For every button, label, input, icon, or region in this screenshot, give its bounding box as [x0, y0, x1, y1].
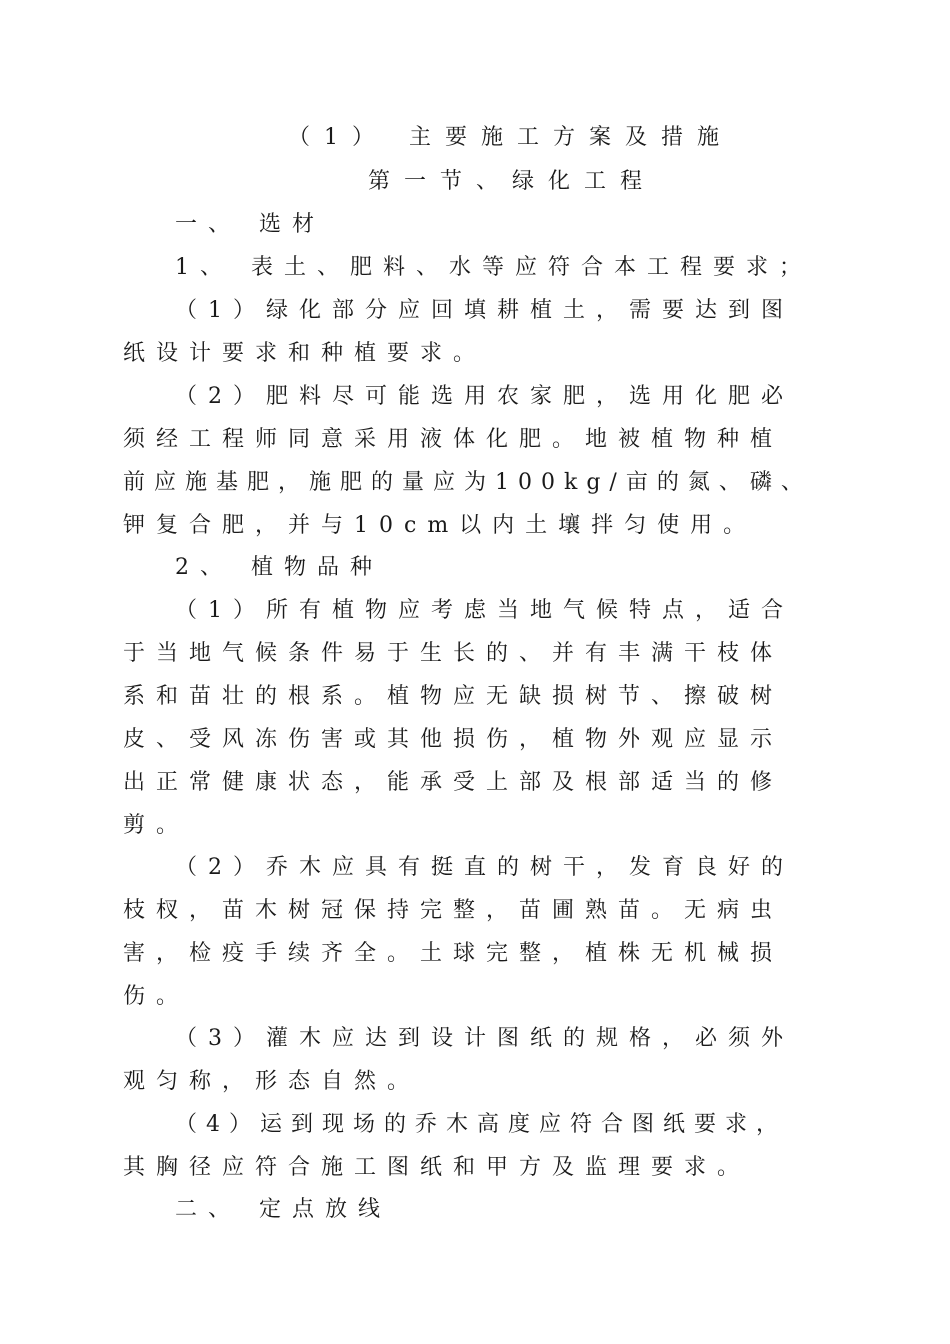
section-title: 第一节、绿化工程: [368, 169, 657, 194]
paragraph-line: （1）所有植物应考虑当地气候特点，适合: [175, 598, 794, 623]
subheading-1: 1、 表土、肥料、水等应符合本工程要求；: [175, 255, 812, 280]
paragraph-line: （3）灌木应达到设计图纸的规格，必须外: [175, 1026, 794, 1051]
paragraph-line: 皮、受风冻伤害或其他损伤，植物外观应显示: [123, 727, 784, 752]
paragraph-line: （2）肥料尽可能选用农家肥，选用化肥必: [175, 384, 794, 409]
paragraph-line: 纸设计要求和种植要求。: [123, 341, 487, 366]
paragraph-line: 剪。: [123, 813, 190, 838]
paragraph-line: 于当地气候条件易于生长的、并有丰满干枝体: [123, 641, 784, 666]
heading-1: 一、 选材: [175, 212, 325, 237]
paragraph-line: 须经工程师同意采用液体化肥。地被植物种植: [123, 427, 784, 452]
paragraph-line: 系和苗壮的根系。植物应无缺损树节、擦破树: [123, 684, 784, 709]
paragraph-line: （1）绿化部分应回填耕植土，需要达到图: [175, 298, 794, 323]
paragraph-line: 伤。: [123, 984, 190, 1009]
heading-2: 二、 定点放线: [175, 1197, 391, 1222]
paragraph-line: 害，检疫手续齐全。土球完整，植株无机械损: [123, 941, 784, 966]
paragraph-line: 枝杈，苗木树冠保持完整，苗圃熟苗。无病虫: [123, 898, 784, 923]
paragraph-line: 前应施基肥，施肥的量应为100kg/亩的氮、磷、: [123, 470, 812, 495]
paragraph-line: （4）运到现场的乔木高度应符合图纸要求，: [175, 1112, 787, 1137]
paragraph-line: 钾复合肥，并与10cm以内土壤拌匀使用。: [123, 513, 757, 538]
paragraph-line: 观匀称，形态自然。: [123, 1069, 421, 1094]
paragraph-line: 其胸径应符合施工图纸和甲方及监理要求。: [123, 1155, 751, 1180]
paragraph-line: 出正常健康状态，能承受上部及根部适当的修: [123, 770, 784, 795]
subheading-2: 2、 植物品种: [175, 555, 383, 580]
paragraph-line: （2）乔木应具有挺直的树干，发育良好的: [175, 855, 794, 880]
page-title: （1） 主要施工方案及措施: [288, 125, 733, 150]
